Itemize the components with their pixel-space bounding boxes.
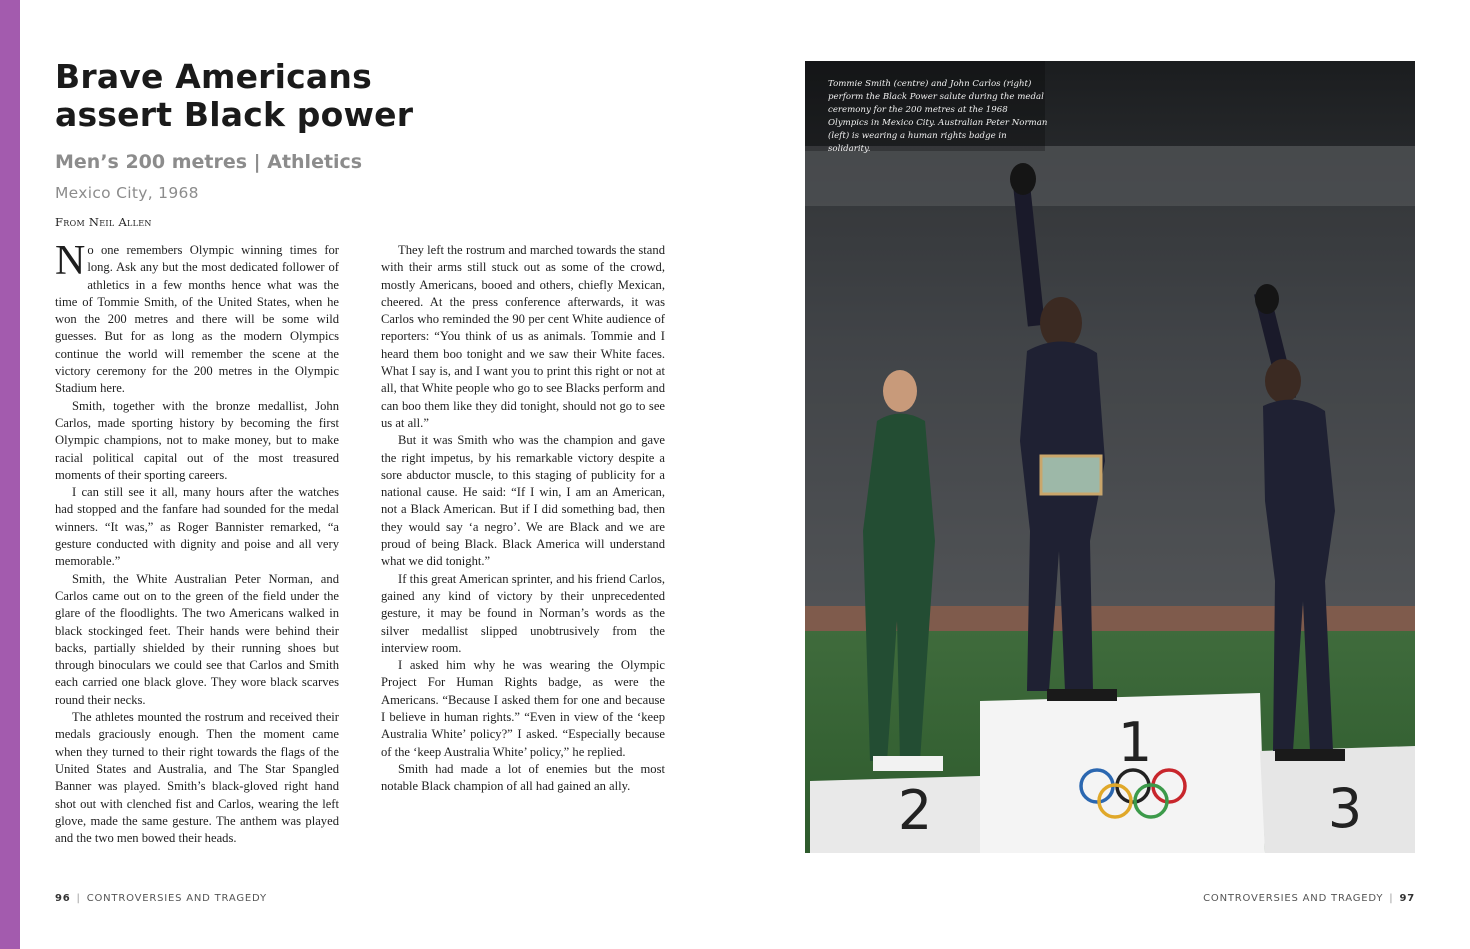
- podium-label-1: 1: [1117, 711, 1153, 774]
- article-place-date: Mexico City, 1968: [55, 184, 199, 202]
- page-number-left: 96: [55, 893, 71, 904]
- paragraph: No one remembers Olympic winning times for long. Ask any but the most dedicated follower of athletics in a few months hence what was the time of Tommie Smith, of the United States, when he won the 200 metres and there will be some wild guesses. But for as long as the modern Olympics continue the world will remember the scene at the victory ceremony for the 200 metres in the Olympic Stadium here.: [55, 238, 339, 396]
- page-number-right: 97: [1399, 893, 1415, 904]
- paragraph: But it was Smith who was the champion and gave the right impetus, by his remarkable victory despite a sore abductor muscle, to this staging of publicity for a national cause. He said: “If I win, I am an American, not a Black American. But if I did something bad, then they would say ‘a negro’. We are Black and we are proud of being Black. Black America will understand what we did tonight.”: [381, 433, 665, 569]
- podium-step-2: [810, 776, 980, 853]
- chapter-color-strip: [0, 0, 20, 949]
- text-column-1: [55, 238, 339, 847]
- podium-photo: [805, 61, 1415, 853]
- footer-right: CONTROVERSIES AND TRAGEDY | 97: [1203, 893, 1415, 904]
- paragraph: I asked him why he was wearing the Olympic Project For Human Rights badge, as were the Americans. “Because I asked them for one and because I believe in human rights.” “Even in view of the ‘keep Australia White’ policy?” I asked. “Especially because of the ‘keep Australia White’ policy,” he replied.: [381, 658, 665, 759]
- running-footer-left: CONTROVERSIES AND TRAGEDY: [86, 893, 267, 904]
- photo-illustration: [805, 61, 1415, 853]
- paragraph: Smith had made a lot of enemies but the most notable Black champion of all had gained an ally.: [381, 761, 665, 794]
- drop-cap: N: [55, 238, 86, 284]
- text-column-2: [381, 242, 665, 796]
- article-title: Brave Americans assert Black power: [55, 57, 414, 134]
- paragraph: The athletes mounted the rostrum and received their medals graciously enough. Then the moment came when they turned to their right towards the flags of the United States and Australia, and The Star Spangled Banner was played. Smith’s black-gloved right hand shot out with clenched fist and Carlos, wearing the left glove, made the same gesture. The anthem was played and the two men bowed their heads.: [55, 710, 339, 846]
- article-byline: From Neil Allen: [55, 215, 152, 229]
- article-subtitle: Men’s 200 metres | Athletics: [55, 151, 363, 173]
- paragraph: If this great American sprinter, and his friend Carlos, gained any kind of victory by their unprecedented gesture, it may be found in Norman’s words as the silver medallist slipped unobtrusively from the interview room.: [381, 571, 665, 655]
- running-footer-right: CONTROVERSIES AND TRAGEDY: [1203, 893, 1384, 904]
- paragraph: Smith, together with the bronze medallist, John Carlos, made sporting history by becoming the first Olympic champions, not to make money, but to make racial political capital out of the most treasured moments of their sporting careers.: [55, 398, 339, 482]
- podium-label-2: 2: [897, 779, 933, 842]
- paragraph: They left the rostrum and marched towards the stand with their arms still stuck out as some of the crowd, mostly Americans, booed and others, chiefly Mexican, cheered. At the press conference afterwards, it was Carlos who reminded the 90 per cent White audience of reporters: “You think of us as animals. Tommie and I heard them boo tonight and we saw their White faces. What I say is, and I want you to print this right or not at all, that White people who go to see Blacks perform and can boo them like they did tonight, should not go to see us at all.”: [381, 243, 665, 430]
- paragraph: I can still see it all, many hours after the watches had stopped and the fanfare had sounded for the medal winners. “It was,” as Roger Bannister remarked, “a gesture conducted with dignity and poise and all very memorable.”: [55, 485, 339, 569]
- paragraph: Smith, the White Australian Peter Norman, and Carlos came out on to the green of the field under the glare of the floodlights. The two Americans walked in black stockinged feet. Their hands were behind their backs, partially shielded by their running shoes but through binoculars we could see that Carlos and Smith each carried one black glove. They wore black scarves round their necks.: [55, 571, 339, 707]
- podium-label-3: 3: [1327, 777, 1363, 840]
- photo-caption: Tommie Smith (centre) and John Carlos (right) perform the Black Power salute during the medal ceremony for the 200 metres at the 1968 Olympics in Mexico City. Australian Peter Norman (left) is wearing a human rights badge in solidarity.: [828, 79, 1048, 154]
- footer-left: 96 | CONTROVERSIES AND TRAGEDY: [55, 893, 267, 904]
